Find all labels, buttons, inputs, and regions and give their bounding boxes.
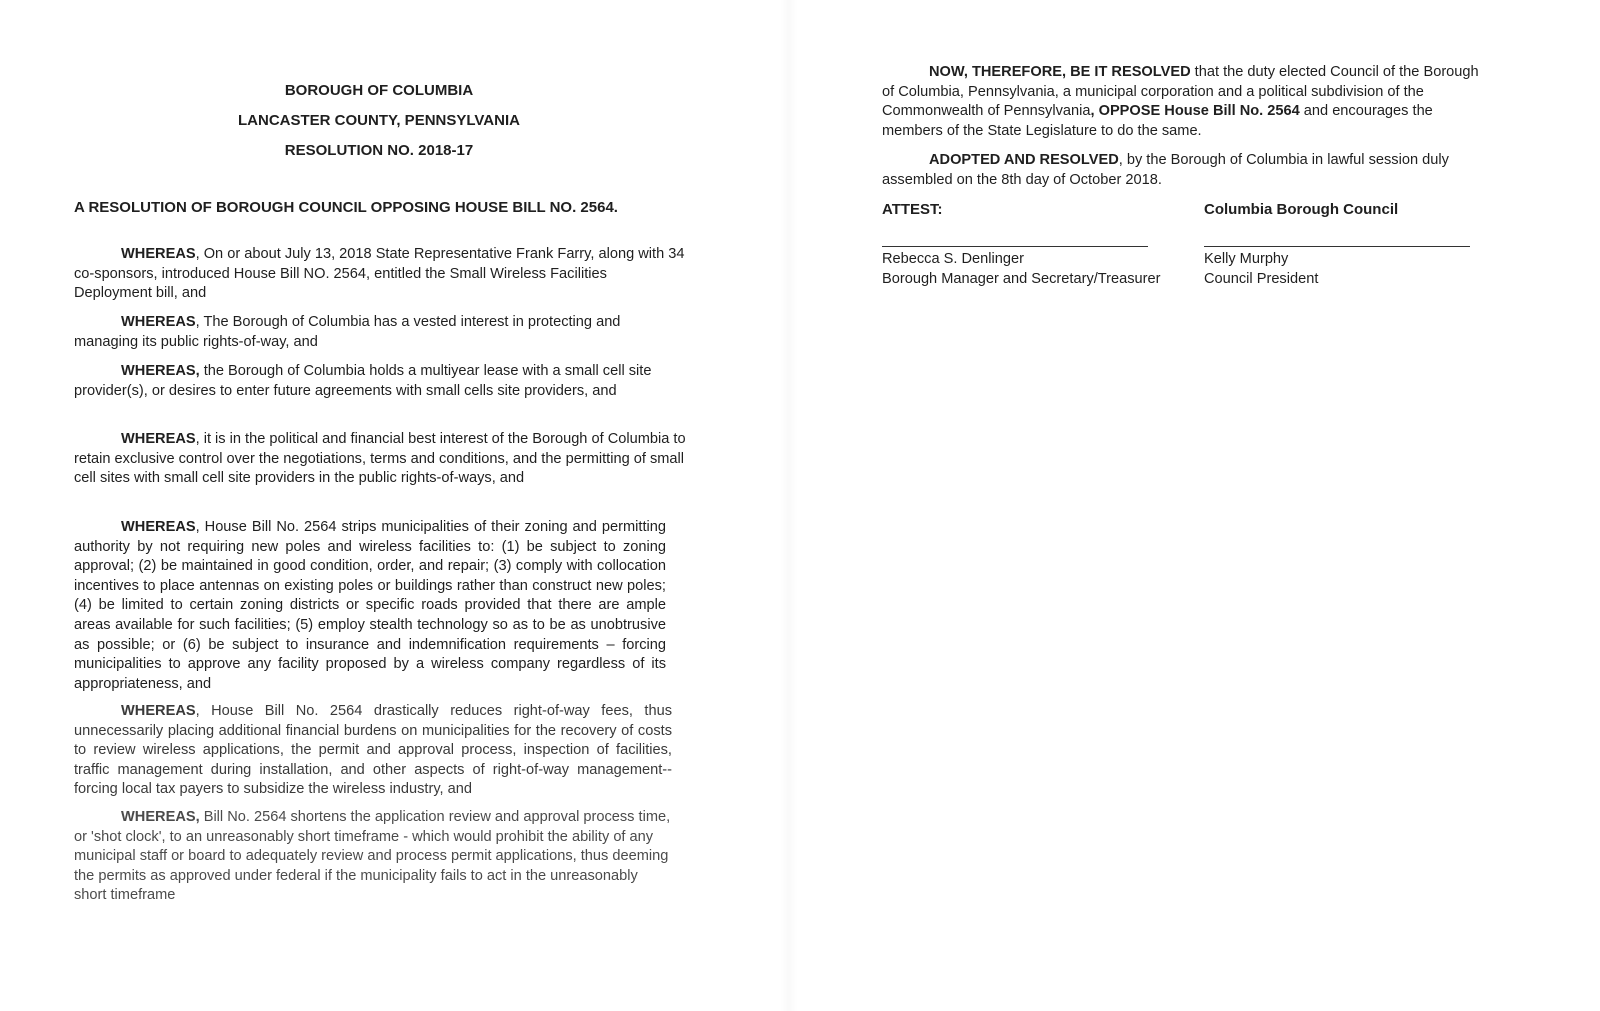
whereas-lead: WHEREAS [121,431,196,447]
whereas-text: , it is in the political and financial best interest of the Borough of Columbia to retain exclusive control over the negotiations, terms and conditions, and the permitting of small cell sites with small cell site providers in the public rights-of-ways, and [74,431,686,487]
whereas-paragraph-7 [74,808,672,906]
resolved-lead: NOW, THEREFORE, BE IT RESOLVED [929,64,1191,80]
whereas-paragraph-5 [74,518,666,694]
whereas-lead: WHEREAS, [121,363,200,379]
heading-resolution-number: RESOLUTION NO. 2018-17 [284,142,474,159]
council-label: Columbia Borough Council [1204,201,1399,218]
attest-signatory-name: Rebecca S. Denlinger [882,251,1024,267]
whereas-text: Bill No. 2564 shortens the application review and approval process time, or 'shot clock', to an unreasonably short timeframe - which would prohibit the ability of any municipal staff or board to adequately review and process permit applications, thus deeming the permits as approved under federal if the municipality fails to act in the unreasonably short timeframe [74,809,671,904]
whereas-text: , House Bill No. 2564 strips municipalities of their zoning and permitting authority by not requiring new poles and wireless facilities to: (1) be subject to zoning approval; (2) be maintained in good condition, order, and repair; (3) comply with collocation incentives to place antennas on existing poles or buildings rather than construct new poles; (4) be limited to certain zoning districts or specific roads provided that there are ample areas available for such facilities; (5) employ stealth technology so as to be as unobtrusive as possible; or (6) be subject to insurance and indemnification requirements – forcing municipalities to approve any facility proposed by a wireless company regardless of its appropriateness, and [74,519,666,692]
whereas-paragraph-1 [74,245,686,304]
adopted-lead: ADOPTED AND RESOLVED [929,152,1119,168]
resolution-title: A RESOLUTION OF BOROUGH COUNCIL OPPOSING HOUSE BILL NO. 2564. [74,199,618,216]
council-signatory [1204,249,1318,289]
resolved-text-2: and encourages the members of the State Legislature to do the same. [882,103,1433,139]
attest-signatory [882,249,1161,289]
left-page [0,0,790,1011]
whereas-paragraph-4 [74,430,688,489]
adopted-paragraph [882,151,1492,190]
adopted-text: , by the Borough of Columbia in lawful session duly assembled on the 8th day of October 2018. [882,152,1449,188]
whereas-text: the Borough of Columbia holds a multiyear lease with a small cell site provider(s), or desires to enter future agreements with small cells site providers, and [74,363,652,399]
whereas-text: , On or about July 13, 2018 State Representative Frank Farry, along with 34 co-sponsors, introduced House Bill NO. 2564, entitled the Small Wireless Facilities Deployment bill, and [74,246,685,302]
whereas-text: , House Bill No. 2564 drastically reduces right-of-way fees, thus unnecessarily placing additional financial burdens on municipalities for the recovery of costs to review wireless applications, the permit and approval process, inspection of facilities, traffic management during installation, and other aspects of right-of-way management-- forcing local tax payers to subsidize the wireless industry, and [74,703,672,798]
resolution-heading [74,76,684,166]
whereas-lead: WHEREAS [121,314,196,330]
attest-label: ATTEST: [882,201,943,218]
whereas-text: , The Borough of Columbia has a vested interest in protecting and managing its public rights-of-way, and [74,314,621,350]
resolved-text-1: that the duty elected Council of the Borough of Columbia, Pennsylvania, a municipal corporation and a political subdivision of the Commonwealth of Pennsylvania [882,64,1479,120]
whereas-paragraph-6 [74,702,672,800]
whereas-lead: WHEREAS, [121,809,200,825]
heading-county: LANCASTER COUNTY, PENNSYLVANIA [238,112,520,129]
council-signatory-title: Council President [1204,271,1319,287]
council-signature-line [1204,246,1470,247]
whereas-lead: WHEREAS [121,519,196,535]
heading-borough: BOROUGH OF COLUMBIA [284,82,474,99]
resolved-paragraph [882,63,1492,141]
whereas-paragraph-2 [74,313,686,352]
whereas-paragraph-3 [74,362,686,401]
attest-signature-line [882,246,1148,247]
right-page [790,0,1600,1011]
whereas-lead: WHEREAS [121,246,196,262]
attest-signatory-title: Borough Manager and Secretary/Treasurer [882,271,1161,287]
whereas-lead: WHEREAS [121,703,196,719]
council-signatory-name: Kelly Murphy [1204,251,1289,267]
resolved-oppose-clause: , OPPOSE House Bill No. 2564 [1090,103,1300,120]
